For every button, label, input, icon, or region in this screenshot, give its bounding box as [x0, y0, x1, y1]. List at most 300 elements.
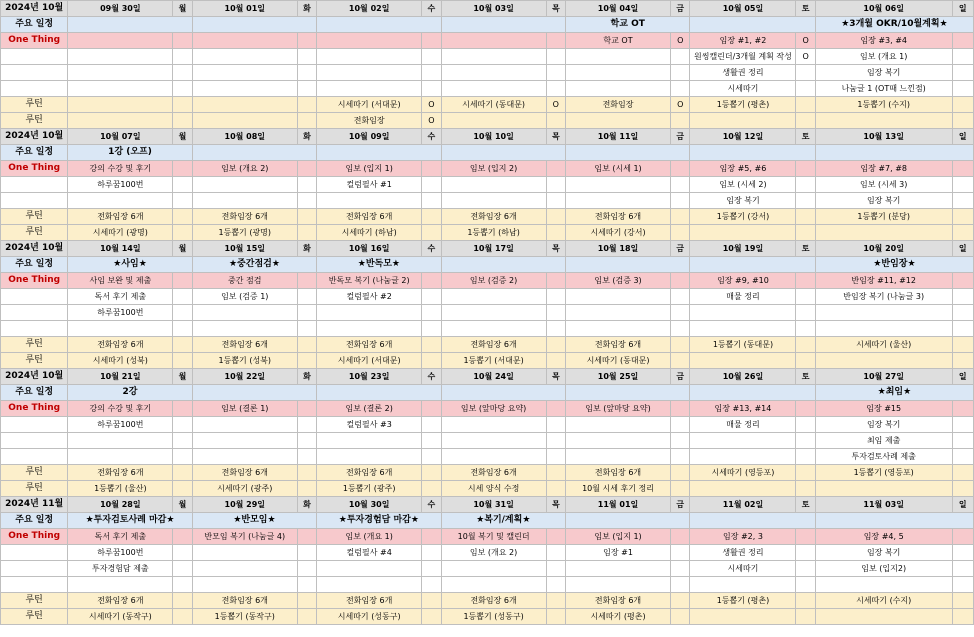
- check-mark[interactable]: [173, 449, 192, 465]
- check-mark[interactable]: O: [422, 113, 441, 129]
- check-mark[interactable]: [546, 209, 565, 225]
- check-mark[interactable]: [796, 545, 815, 561]
- check-mark[interactable]: [546, 529, 565, 545]
- cell-task[interactable]: [441, 193, 546, 209]
- cell-task[interactable]: 임장 #5, #6: [690, 161, 796, 177]
- cell-task[interactable]: [566, 433, 671, 449]
- schedule-event[interactable]: ★투자검토사례 마감★: [68, 513, 192, 529]
- cell-task[interactable]: [690, 609, 796, 625]
- check-mark[interactable]: [546, 33, 565, 49]
- check-mark[interactable]: [546, 161, 565, 177]
- check-mark[interactable]: [297, 209, 316, 225]
- cell-task[interactable]: [566, 417, 671, 433]
- cell-task[interactable]: [441, 65, 546, 81]
- check-mark[interactable]: [796, 65, 815, 81]
- cell-task[interactable]: [441, 561, 546, 577]
- check-mark[interactable]: [546, 65, 565, 81]
- check-mark[interactable]: [297, 305, 316, 321]
- cell-task[interactable]: [441, 49, 546, 65]
- schedule-event[interactable]: ★반모임★: [192, 513, 316, 529]
- cell-task[interactable]: [690, 353, 796, 369]
- cell-task[interactable]: [441, 33, 546, 49]
- cell-task[interactable]: 임보 (입지 2): [441, 161, 546, 177]
- cell-task[interactable]: 컬럼필사 #2: [317, 289, 422, 305]
- check-mark[interactable]: [173, 353, 192, 369]
- check-mark[interactable]: [952, 545, 973, 561]
- check-mark[interactable]: [422, 289, 441, 305]
- cell-task[interactable]: [566, 577, 671, 593]
- cell-task[interactable]: [690, 449, 796, 465]
- cell-task[interactable]: [815, 353, 952, 369]
- check-mark[interactable]: [173, 529, 192, 545]
- check-mark[interactable]: [297, 577, 316, 593]
- check-mark[interactable]: [671, 321, 690, 337]
- check-mark[interactable]: [173, 401, 192, 417]
- schedule-event[interactable]: ★반임장★: [815, 257, 973, 273]
- cell-task[interactable]: 매물 정리: [690, 417, 796, 433]
- cell-task[interactable]: 전화임장 6개: [317, 209, 422, 225]
- check-mark[interactable]: [671, 225, 690, 241]
- schedule-event[interactable]: [317, 17, 441, 33]
- schedule-event[interactable]: [566, 513, 690, 529]
- cell-task[interactable]: 임장 #2, 3: [690, 529, 796, 545]
- cell-task[interactable]: 임장 #1, #2: [690, 33, 796, 49]
- check-mark[interactable]: [422, 321, 441, 337]
- schedule-event[interactable]: ★복기/계획★: [441, 513, 565, 529]
- cell-task[interactable]: 전화임장 6개: [192, 209, 297, 225]
- schedule-event[interactable]: ★3개월 OKR/10월계획★: [815, 17, 973, 33]
- cell-task[interactable]: [68, 113, 173, 129]
- check-mark[interactable]: [422, 81, 441, 97]
- cell-task[interactable]: 시세따기 (평촌): [566, 609, 671, 625]
- cell-task[interactable]: [68, 33, 173, 49]
- check-mark[interactable]: [796, 305, 815, 321]
- schedule-event[interactable]: [192, 17, 316, 33]
- cell-task[interactable]: 1등뽑기 (광명): [192, 225, 297, 241]
- check-mark[interactable]: [671, 481, 690, 497]
- cell-task[interactable]: [317, 449, 422, 465]
- schedule-event[interactable]: [192, 145, 316, 161]
- cell-task[interactable]: [192, 321, 297, 337]
- cell-task[interactable]: 시세따기 (동작구): [68, 609, 173, 625]
- check-mark[interactable]: [173, 577, 192, 593]
- check-mark[interactable]: [671, 417, 690, 433]
- cell-task[interactable]: 임보 (입지 1): [566, 529, 671, 545]
- check-mark[interactable]: [422, 353, 441, 369]
- check-mark[interactable]: [952, 113, 973, 129]
- check-mark[interactable]: [671, 161, 690, 177]
- cell-task[interactable]: 전화임장 6개: [192, 593, 297, 609]
- check-mark[interactable]: [173, 481, 192, 497]
- cell-task[interactable]: 임보 (개요 1): [815, 49, 952, 65]
- cell-task[interactable]: [815, 225, 952, 241]
- cell-task[interactable]: 임보 (앞마당 요약): [441, 401, 546, 417]
- cell-task[interactable]: 시세따기 (서대문): [317, 97, 422, 113]
- cell-task[interactable]: 전화임장 6개: [317, 465, 422, 481]
- cell-task[interactable]: 전화임장 6개: [566, 209, 671, 225]
- cell-task[interactable]: [68, 321, 173, 337]
- check-mark[interactable]: [952, 97, 973, 113]
- cell-task[interactable]: [192, 65, 297, 81]
- check-mark[interactable]: [173, 161, 192, 177]
- check-mark[interactable]: [671, 113, 690, 129]
- cell-task[interactable]: [192, 417, 297, 433]
- cell-task[interactable]: 임보 (앞마당 요약): [566, 401, 671, 417]
- cell-task[interactable]: 임장 #7, #8: [815, 161, 952, 177]
- check-mark[interactable]: [297, 529, 316, 545]
- cell-task[interactable]: 시세따기 (성북): [68, 353, 173, 369]
- cell-task[interactable]: [815, 577, 952, 593]
- check-mark[interactable]: O: [546, 97, 565, 113]
- cell-task[interactable]: [441, 305, 546, 321]
- check-mark[interactable]: [297, 449, 316, 465]
- check-mark[interactable]: [796, 81, 815, 97]
- cell-task[interactable]: 전화임장 6개: [68, 337, 173, 353]
- check-mark[interactable]: [297, 161, 316, 177]
- check-mark[interactable]: [671, 337, 690, 353]
- check-mark[interactable]: [796, 273, 815, 289]
- check-mark[interactable]: [671, 193, 690, 209]
- cell-task[interactable]: 10월 복기 및 캘린더: [441, 529, 546, 545]
- check-mark[interactable]: [796, 401, 815, 417]
- check-mark[interactable]: [173, 225, 192, 241]
- cell-task[interactable]: 1등뽑기 (울산): [68, 481, 173, 497]
- schedule-event[interactable]: 2강: [68, 385, 192, 401]
- check-mark[interactable]: [422, 177, 441, 193]
- check-mark[interactable]: [546, 193, 565, 209]
- check-mark[interactable]: [297, 561, 316, 577]
- cell-task[interactable]: [566, 321, 671, 337]
- check-mark[interactable]: [422, 481, 441, 497]
- check-mark[interactable]: [546, 353, 565, 369]
- cell-task[interactable]: 임보 (시세 3): [815, 177, 952, 193]
- check-mark[interactable]: [796, 177, 815, 193]
- cell-task[interactable]: 임장 복기: [690, 193, 796, 209]
- cell-task[interactable]: 최임 제출: [815, 433, 952, 449]
- check-mark[interactable]: [671, 209, 690, 225]
- check-mark[interactable]: [422, 465, 441, 481]
- schedule-event[interactable]: [441, 17, 565, 33]
- check-mark[interactable]: [173, 465, 192, 481]
- cell-task[interactable]: [566, 113, 671, 129]
- cell-task[interactable]: [317, 33, 422, 49]
- check-mark[interactable]: [546, 225, 565, 241]
- cell-task[interactable]: 1등뽑기 (강서): [690, 209, 796, 225]
- cell-task[interactable]: 시세따기 (성동구): [317, 609, 422, 625]
- cell-task[interactable]: 시세따기 (동대문): [441, 97, 546, 113]
- cell-task[interactable]: 임장 #1: [566, 545, 671, 561]
- check-mark[interactable]: [546, 545, 565, 561]
- check-mark[interactable]: [796, 465, 815, 481]
- check-mark[interactable]: [546, 449, 565, 465]
- check-mark[interactable]: [173, 177, 192, 193]
- check-mark[interactable]: [796, 561, 815, 577]
- cell-task[interactable]: [690, 577, 796, 593]
- check-mark[interactable]: [671, 81, 690, 97]
- cell-task[interactable]: 반독모 복기 (나눔글 2): [317, 273, 422, 289]
- check-mark[interactable]: [173, 289, 192, 305]
- cell-task[interactable]: [815, 609, 952, 625]
- cell-task[interactable]: 임보 (입지2): [815, 561, 952, 577]
- cell-task[interactable]: 독서 후기 제출: [68, 529, 173, 545]
- check-mark[interactable]: [546, 465, 565, 481]
- check-mark[interactable]: [297, 481, 316, 497]
- cell-task[interactable]: [192, 49, 297, 65]
- check-mark[interactable]: [546, 81, 565, 97]
- check-mark[interactable]: [796, 417, 815, 433]
- cell-task[interactable]: 임보 (검증 2): [441, 273, 546, 289]
- check-mark[interactable]: [671, 273, 690, 289]
- check-mark[interactable]: [796, 353, 815, 369]
- cell-task[interactable]: 중간 점검: [192, 273, 297, 289]
- check-mark[interactable]: [671, 305, 690, 321]
- schedule-event[interactable]: [815, 513, 973, 529]
- schedule-event[interactable]: [690, 17, 815, 33]
- check-mark[interactable]: [952, 417, 973, 433]
- cell-task[interactable]: 임장 #4, 5: [815, 529, 952, 545]
- check-mark[interactable]: [952, 49, 973, 65]
- check-mark[interactable]: O: [422, 97, 441, 113]
- schedule-event[interactable]: ★사임★: [68, 257, 192, 273]
- cell-task[interactable]: 1등뽑기 (동작구): [192, 609, 297, 625]
- cell-task[interactable]: 전화임장 6개: [192, 465, 297, 481]
- check-mark[interactable]: [422, 417, 441, 433]
- schedule-event[interactable]: ★중간점검★: [192, 257, 316, 273]
- check-mark[interactable]: [173, 417, 192, 433]
- check-mark[interactable]: [173, 433, 192, 449]
- cell-task[interactable]: [192, 305, 297, 321]
- cell-task[interactable]: [317, 65, 422, 81]
- cell-task[interactable]: 임보 (검증 1): [192, 289, 297, 305]
- check-mark[interactable]: [952, 529, 973, 545]
- cell-task[interactable]: [192, 545, 297, 561]
- cell-task[interactable]: [441, 177, 546, 193]
- cell-task[interactable]: [441, 449, 546, 465]
- check-mark[interactable]: [422, 193, 441, 209]
- cell-task[interactable]: 시세따기 (광주): [192, 481, 297, 497]
- check-mark[interactable]: [952, 593, 973, 609]
- check-mark[interactable]: [546, 609, 565, 625]
- cell-task[interactable]: [690, 225, 796, 241]
- check-mark[interactable]: [422, 449, 441, 465]
- cell-task[interactable]: 1등뽑기 (수지): [815, 97, 952, 113]
- schedule-event[interactable]: [317, 145, 441, 161]
- check-mark[interactable]: [671, 401, 690, 417]
- cell-task[interactable]: 1등뽑기 (하남): [441, 225, 546, 241]
- check-mark[interactable]: [297, 321, 316, 337]
- check-mark[interactable]: [546, 417, 565, 433]
- cell-task[interactable]: [317, 81, 422, 97]
- check-mark[interactable]: [671, 49, 690, 65]
- cell-task[interactable]: 전화임장 6개: [68, 209, 173, 225]
- check-mark[interactable]: [546, 433, 565, 449]
- cell-task[interactable]: [815, 305, 952, 321]
- cell-task[interactable]: [317, 433, 422, 449]
- cell-task[interactable]: 강의 수강 및 후기: [68, 401, 173, 417]
- cell-task[interactable]: [441, 417, 546, 433]
- check-mark[interactable]: [173, 273, 192, 289]
- check-mark[interactable]: [546, 321, 565, 337]
- cell-task[interactable]: [690, 113, 796, 129]
- cell-task[interactable]: [68, 577, 173, 593]
- check-mark[interactable]: [952, 81, 973, 97]
- check-mark[interactable]: [796, 225, 815, 241]
- schedule-event[interactable]: [690, 257, 815, 273]
- cell-task[interactable]: [192, 193, 297, 209]
- cell-task[interactable]: [317, 305, 422, 321]
- check-mark[interactable]: [796, 209, 815, 225]
- check-mark[interactable]: [952, 577, 973, 593]
- cell-task[interactable]: [68, 97, 173, 113]
- check-mark[interactable]: [422, 577, 441, 593]
- check-mark[interactable]: [952, 465, 973, 481]
- cell-task[interactable]: [317, 193, 422, 209]
- cell-task[interactable]: [690, 433, 796, 449]
- cell-task[interactable]: [690, 321, 796, 337]
- check-mark[interactable]: [671, 609, 690, 625]
- check-mark[interactable]: [297, 49, 316, 65]
- check-mark[interactable]: [422, 225, 441, 241]
- cell-task[interactable]: 하루꿈100번: [68, 417, 173, 433]
- check-mark[interactable]: [671, 289, 690, 305]
- check-mark[interactable]: [796, 593, 815, 609]
- check-mark[interactable]: [796, 321, 815, 337]
- cell-task[interactable]: 매물 정리: [690, 289, 796, 305]
- cell-task[interactable]: [192, 177, 297, 193]
- check-mark[interactable]: [952, 225, 973, 241]
- cell-task[interactable]: 반임장 #11, #12: [815, 273, 952, 289]
- cell-task[interactable]: [68, 449, 173, 465]
- check-mark[interactable]: [173, 33, 192, 49]
- cell-task[interactable]: 임보 (개요 2): [441, 545, 546, 561]
- check-mark[interactable]: [546, 593, 565, 609]
- check-mark[interactable]: [952, 161, 973, 177]
- cell-task[interactable]: 전화임장 6개: [566, 465, 671, 481]
- cell-task[interactable]: 임장 #15: [815, 401, 952, 417]
- check-mark[interactable]: [297, 465, 316, 481]
- check-mark[interactable]: [952, 433, 973, 449]
- check-mark[interactable]: [546, 337, 565, 353]
- cell-task[interactable]: [192, 433, 297, 449]
- check-mark[interactable]: [422, 49, 441, 65]
- check-mark[interactable]: [297, 353, 316, 369]
- cell-task[interactable]: [68, 433, 173, 449]
- cell-task[interactable]: 시세따기 (동대문): [566, 353, 671, 369]
- cell-task[interactable]: 1등뽑기 (평촌): [690, 97, 796, 113]
- check-mark[interactable]: [173, 65, 192, 81]
- cell-task[interactable]: 1등뽑기 (영등포): [815, 465, 952, 481]
- cell-task[interactable]: 임보 (시세 1): [566, 161, 671, 177]
- cell-task[interactable]: 임장 복기: [815, 193, 952, 209]
- cell-task[interactable]: [192, 81, 297, 97]
- cell-task[interactable]: [441, 289, 546, 305]
- check-mark[interactable]: [546, 305, 565, 321]
- cell-task[interactable]: 전화임장 6개: [566, 337, 671, 353]
- cell-task[interactable]: [441, 321, 546, 337]
- check-mark[interactable]: [173, 561, 192, 577]
- cell-task[interactable]: 10월 시세 후기 정리: [566, 481, 671, 497]
- check-mark[interactable]: [796, 161, 815, 177]
- check-mark[interactable]: [546, 49, 565, 65]
- check-mark[interactable]: [671, 177, 690, 193]
- cell-task[interactable]: 시세따기 (광명): [68, 225, 173, 241]
- schedule-event[interactable]: ★투자경험담 마감★: [317, 513, 441, 529]
- cell-task[interactable]: 1등뽑기 (성북): [192, 353, 297, 369]
- cell-task[interactable]: 1등뽑기 (성동구): [441, 609, 546, 625]
- cell-task[interactable]: 임보 (입지 1): [317, 161, 422, 177]
- cell-task[interactable]: [566, 193, 671, 209]
- check-mark[interactable]: [173, 209, 192, 225]
- check-mark[interactable]: [796, 113, 815, 129]
- cell-task[interactable]: 전화임장 6개: [68, 465, 173, 481]
- check-mark[interactable]: [546, 561, 565, 577]
- cell-task[interactable]: [441, 577, 546, 593]
- check-mark[interactable]: [297, 177, 316, 193]
- check-mark[interactable]: [952, 305, 973, 321]
- cell-task[interactable]: 1등뽑기 (평촌): [690, 593, 796, 609]
- check-mark[interactable]: [952, 193, 973, 209]
- check-mark[interactable]: [422, 433, 441, 449]
- cell-task[interactable]: 생활권 정리: [690, 65, 796, 81]
- check-mark[interactable]: [297, 193, 316, 209]
- cell-task[interactable]: 임보 (결론 2): [317, 401, 422, 417]
- cell-task[interactable]: [690, 481, 796, 497]
- cell-task[interactable]: [192, 33, 297, 49]
- cell-task[interactable]: 전화임장 6개: [441, 337, 546, 353]
- cell-task[interactable]: 시세따기 (하남): [317, 225, 422, 241]
- check-mark[interactable]: [297, 65, 316, 81]
- check-mark[interactable]: [671, 545, 690, 561]
- check-mark[interactable]: [671, 465, 690, 481]
- check-mark[interactable]: [952, 177, 973, 193]
- cell-task[interactable]: 임장 복기: [815, 417, 952, 433]
- check-mark[interactable]: [422, 305, 441, 321]
- cell-task[interactable]: 반임장 복기 (나눔글 3): [815, 289, 952, 305]
- cell-task[interactable]: 1등뽑기 (광주): [317, 481, 422, 497]
- cell-task[interactable]: 전화임장: [566, 97, 671, 113]
- check-mark[interactable]: [796, 97, 815, 113]
- check-mark[interactable]: [173, 321, 192, 337]
- cell-task[interactable]: 전화임장 6개: [317, 337, 422, 353]
- cell-task[interactable]: 1등뽑기 (동대문): [690, 337, 796, 353]
- cell-task[interactable]: 생활권 정리: [690, 545, 796, 561]
- cell-task[interactable]: [192, 449, 297, 465]
- cell-task[interactable]: 투자경험담 제출: [68, 561, 173, 577]
- check-mark[interactable]: [796, 449, 815, 465]
- check-mark[interactable]: [796, 577, 815, 593]
- cell-task[interactable]: 시세따기 (영등포): [690, 465, 796, 481]
- cell-task[interactable]: 전화임장 6개: [566, 593, 671, 609]
- cell-task[interactable]: 임장 복기: [815, 65, 952, 81]
- cell-task[interactable]: 투자검토사례 제출: [815, 449, 952, 465]
- cell-task[interactable]: [317, 321, 422, 337]
- cell-task[interactable]: [317, 561, 422, 577]
- check-mark[interactable]: [173, 193, 192, 209]
- check-mark[interactable]: [297, 401, 316, 417]
- check-mark[interactable]: [952, 273, 973, 289]
- cell-task[interactable]: 전화임장 6개: [441, 593, 546, 609]
- cell-task[interactable]: 전화임장 6개: [68, 593, 173, 609]
- schedule-event[interactable]: [566, 145, 690, 161]
- cell-task[interactable]: [441, 113, 546, 129]
- cell-task[interactable]: 1등뽑기 (서대문): [441, 353, 546, 369]
- schedule-event[interactable]: [441, 145, 565, 161]
- cell-task[interactable]: [68, 193, 173, 209]
- cell-task[interactable]: 시세따기: [690, 81, 796, 97]
- cell-task[interactable]: 시세따기 (수지): [815, 593, 952, 609]
- check-mark[interactable]: [422, 337, 441, 353]
- check-mark[interactable]: [422, 161, 441, 177]
